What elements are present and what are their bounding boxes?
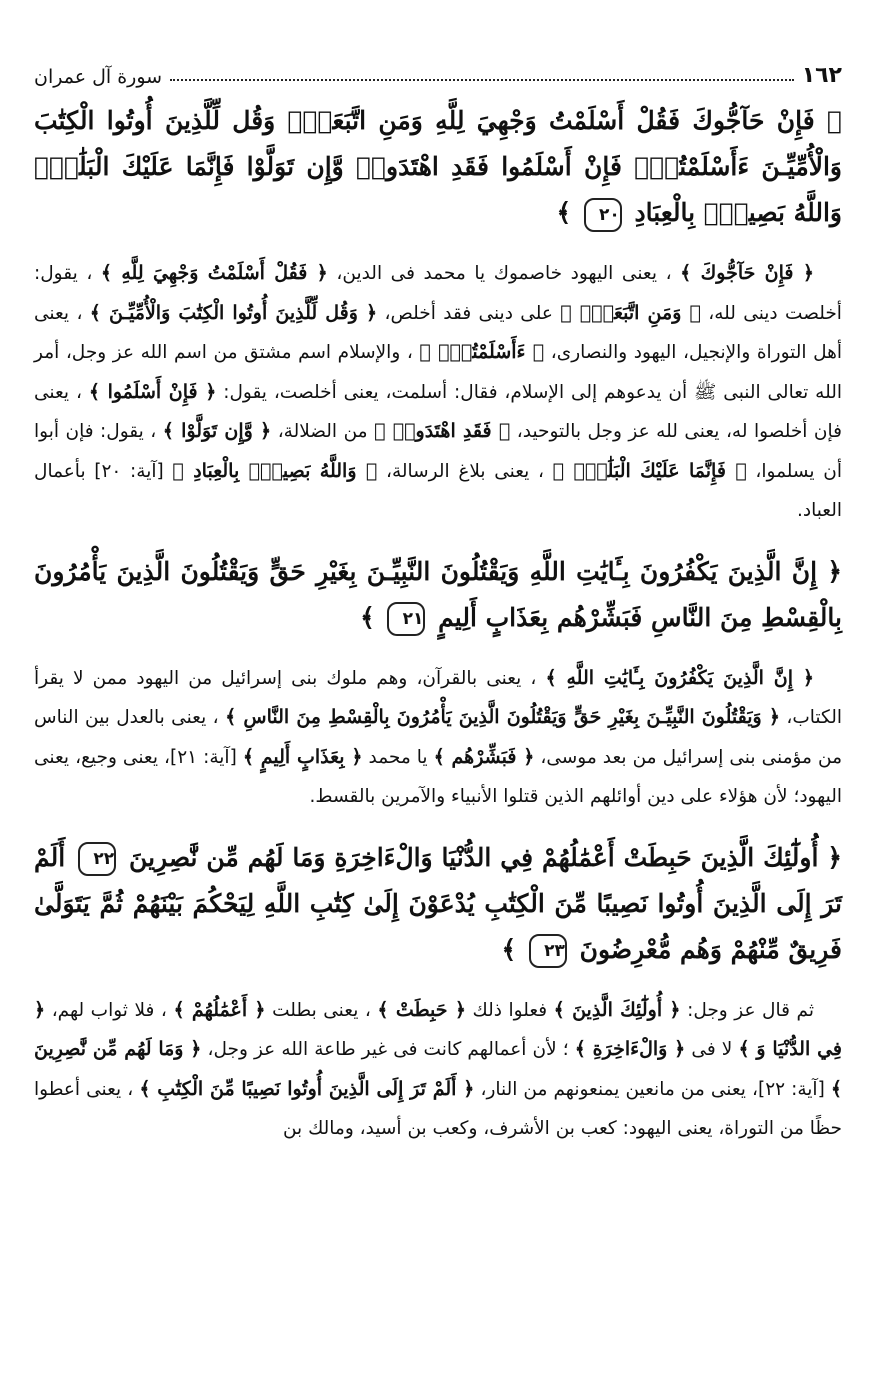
quote: ﴿ فَقُلْ أَسْلَمْتُ وَجْهِيَ لِلَّهِ ﴾ (100, 262, 328, 284)
quote: ﴿ وَمَا لَهُم مِّن نَّٰصِرِينَ ﴾ (34, 1038, 843, 1100)
verse-23-text: أَلَمْ تَرَ إِلَى الَّذِينَ أُوتُوا نَصِيبًا مِّنَ الْكِتَٰبِ يُدْعَوْنَ إِلَىٰ كِتَٰبِ اللَّهِ لِيَحْكُمَ بَيْنَهُمْ ثُمَّ يَتَوَلَّىٰ فَرِيقٌ مِّنْهُمْ وَهُم مُّعْرِضُونَ (34, 842, 842, 964)
commentary: ، يعنى اليهود خاصموك يا محمد فى الدين، (336, 263, 672, 284)
quote: ﴿ فِي الدُّنْيَا وَ ﴾ (34, 998, 843, 1060)
page-number: ١٦٢ (801, 63, 842, 88)
commentary: ، يقول: أخلصت دينى لله، (34, 263, 842, 324)
commentary: [آية: ٢٢]، يعنى من مانعين يمنعونهم من النار، (480, 1078, 825, 1100)
tafsir-21 (34, 659, 842, 817)
commentary: فعلوا ذلك (472, 999, 548, 1021)
verse-22-text: أُولَٰٓئِكَ الَّذِينَ حَبِطَتْ أَعْمَٰلُهُمْ فِي الدُّنْيَا وَالْءَاخِرَةِ وَمَا لَهُم مِّن نَّٰصِرِينَ (129, 842, 819, 872)
quote: ﴿ وَمَنِ اتَّبَعَنِۗ ﴾ (560, 301, 701, 324)
ayah-number-21: ٢١ (387, 602, 425, 636)
commentary: ؛ لأن أعمالهم كانت فى غير طاعة الله عز وجل، (207, 1039, 569, 1060)
page-header (34, 52, 842, 88)
commentary: ، يعنى أعطوا حظًا من التوراة، يعنى اليهود: كعب بن الأشرف، وكعب بن أسيد، ومالك بن (34, 1078, 842, 1139)
commentary: ، فلا ثواب لهم، (51, 999, 167, 1021)
ayah-number-20: ٢٠ (584, 198, 622, 232)
tafsir-20 (34, 254, 842, 531)
quote: ﴿ إِنَّ الَّذِينَ يَكْفُرُونَ بِـَٔايَٰتِ اللَّهِ ﴾ (545, 666, 814, 689)
verse-open-bracket: ﴿ (826, 106, 842, 135)
page (34, 52, 842, 1149)
verse-close-bracket: ﴾ (360, 602, 375, 632)
header-dotted-leader (170, 79, 794, 81)
quote: ﴿ فَبَشِّرْهُم ﴾ (433, 745, 535, 768)
quote: ﴿ وَالْءَاخِرَةِ ﴾ (574, 1038, 686, 1060)
verse-21-text: إِنَّ الَّذِينَ يَكْفُرُونَ بِـَٔايَٰتِ اللَّهِ وَيَقْتُلُونَ النَّبِيِّـنَ بِغَيْرِ حَقٍّ وَيَقْتُلُونَ الَّذِينَ يَأْمُرُونَ بِالْقِسْطِ مِنَ النَّاسِ فَبَشِّرْهُم بِعَذَابٍ أَلِيمٍ (34, 556, 842, 632)
quote: ﴿ ءَأَسْلَمْتُمْۚ ﴾ (419, 341, 545, 363)
commentary: ، يعنى بطلت (272, 999, 371, 1021)
quote: ﴿ فَإِنْ حَآجُّوكَ ﴾ (680, 262, 814, 284)
commentary: لا فى (691, 1039, 733, 1060)
verse-20 (34, 98, 842, 236)
tafsir-22 (34, 991, 842, 1149)
quote: ﴿ وَقُل لِّلَّذِينَ أُوتُوا الْكِتَٰبَ وَالْأُمِّيِّـنَ ﴾ (89, 301, 378, 324)
quote: ﴿ وَاللَّهُ بَصِيرٌۢ بِالْعِبَادِ ﴾ (172, 459, 378, 482)
commentary: ، يعنى بالقرآن، وهم ملوك بنى إسرائيل من اليهود ممن لا يقرأ الكتاب، (34, 667, 843, 728)
quote: ﴿ بِعَذَابٍ أَلِيمٍ ﴾ (242, 745, 363, 768)
quote: ﴿ أُولَٰٓئِكَ الَّذِينَ ﴾ (553, 998, 681, 1021)
commentary: ثم قال عز وجل: (687, 999, 814, 1021)
commentary: على دينى فقد أخلص، (384, 302, 553, 324)
verse-open-bracket: ﴿ (827, 842, 842, 872)
verse-close-bracket: ﴾ (556, 198, 572, 227)
commentary: ، يعنى بلاغ الرسالة، (386, 460, 544, 482)
quote: ﴿ فَإِنَّمَا عَلَيْكَ الْبَلَٰغُۗ ﴾ (552, 459, 747, 482)
ayah-number-23: ٢٣ (529, 934, 567, 968)
commentary: ، يعنى فإن أخلصوا له، يعنى لله عز وجل بالتوحيد، (34, 381, 842, 442)
quote: ﴿ أَعْمَٰلُهُمْ ﴾ (173, 998, 266, 1021)
quote: ﴿ أَلَمْ تَرَ إِلَى الَّذِينَ أُوتُوا نَصِيبًا مِّنَ الْكِتَٰبِ ﴾ (139, 1077, 475, 1100)
quote: ﴿ وَّإِن تَوَلَّوْا ﴾ (162, 420, 272, 442)
commentary: [آية: ٢١]، يعنى وجيع، يعنى اليهود؛ لأن هؤلاء على دين أوائلهم الذين قتلوا الأنبياء والآمرين بالقسط. (34, 746, 842, 807)
verse-21 (34, 549, 842, 641)
commentary: ، يقول: فإن أبوا أن يسلموا، (34, 421, 842, 482)
commentary: ، يعنى أهل التوراة والإنجيل، اليهود والنصارى، (34, 302, 843, 363)
quote: ﴿ فَقَدِ اهْتَدَواۖ ﴾ (374, 420, 511, 442)
verse-close-bracket: ﴾ (501, 934, 517, 964)
quote: ﴿ فَإِنْ أَسْلَمُوا ﴾ (88, 380, 217, 403)
verse-open-bracket: ﴿ (827, 556, 842, 586)
verse-20-text: فَإِنْ حَآجُّوكَ فَقُلْ أَسْلَمْتُ وَجْهِيَ لِلَّهِ وَمَنِ اتَّبَعَنِۗ وَقُل لِّلَّذِينَ أُوتُوا الْكِتَٰبَ وَالْأُمِّيِّـنَ ءَأَسْلَمْتُمْۚ فَإِنْ أَسْلَمُوا فَقَدِ اهْتَدَواۖ وَّإِن تَوَلَّوْا فَإِنَّمَا عَلَيْكَ الْبَلَٰغُۗ وَاللَّهُ بَصِيرٌۢ بِالْعِبَادِ (34, 106, 842, 227)
commentary: يا محمد (368, 746, 428, 768)
quote: ﴿ وَيَقْتُلُونَ النَّبِيِّـنَ بِغَيْرِ حَقٍّ وَيَقْتُلُونَ الَّذِينَ يَأْمُرُونَ بِالْقِسْطِ مِنَ النَّاسِ ﴾ (225, 706, 780, 728)
commentary: ، والإسلام اسم مشتق من اسم الله عز وجل، أمر الله تعالى النبى ﷺ أن يدعوهم إلى الإسلام، فقال: أسلمت، يعنى أخلصت، يقول: (34, 342, 842, 403)
verse-22-23 (34, 835, 842, 973)
commentary: [آية: ٢٠] بأعمال العباد. (34, 460, 842, 521)
commentary: ، يعنى بالعدل بين الناس من مؤمنى بنى إسرائيل من بعد موسى، (34, 707, 842, 768)
quote: ﴿ حَبِطَتْ ﴾ (377, 998, 466, 1021)
surah-title: سورة آل عمران (34, 66, 163, 88)
commentary: من الضلالة، (277, 421, 368, 442)
ayah-number-22: ٢٢ (78, 842, 116, 876)
